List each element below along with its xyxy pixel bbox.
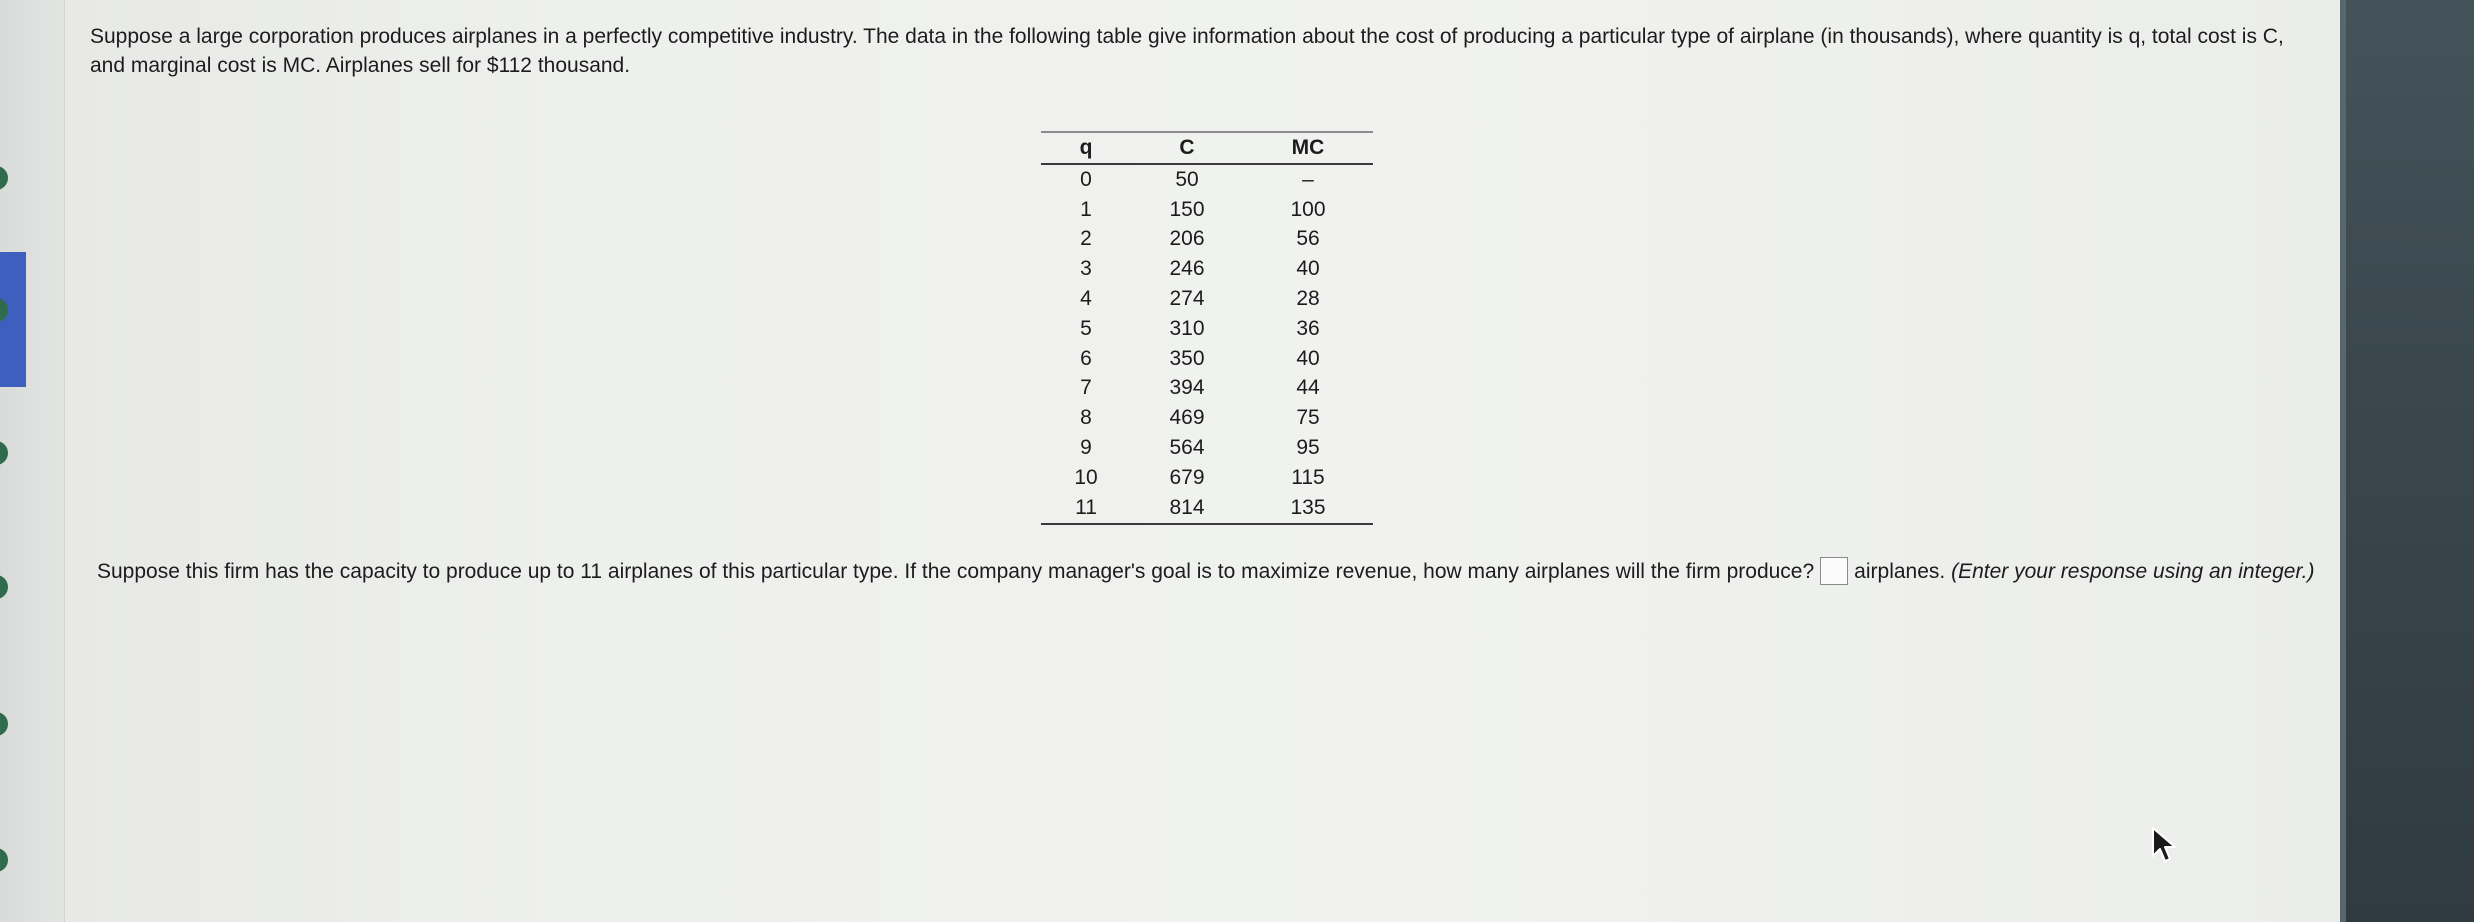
question-text: Suppose this firm has the capacity to produce up to 11 airplanes of this particular type. If the company manager's goal is to maximize revenue, how many airplanes will the firm produce? xyxy=(97,560,1815,583)
cell-mc: 56 xyxy=(1296,227,1320,251)
mouse-pointer-icon xyxy=(2150,826,2180,866)
cell-mc: 40 xyxy=(1296,346,1320,370)
cell-c: 150 xyxy=(1169,197,1205,221)
table-row xyxy=(1041,344,1373,374)
cell-c: 564 xyxy=(1169,436,1205,460)
cell-q: 5 xyxy=(1080,316,1092,340)
cell-mc: 95 xyxy=(1296,436,1320,460)
cell-c: 814 xyxy=(1169,495,1205,519)
cell-q: 11 xyxy=(1075,495,1097,519)
table-row xyxy=(1041,314,1373,344)
header-mc: MC xyxy=(1291,136,1325,159)
nav-marker[interactable] xyxy=(0,712,8,736)
left-sidebar-rail xyxy=(0,0,65,922)
cell-q: 8 xyxy=(1080,406,1092,430)
cell-q: 3 xyxy=(1080,257,1092,281)
header-q: q xyxy=(1079,136,1093,159)
cell-c: 350 xyxy=(1169,346,1205,370)
nav-marker[interactable] xyxy=(0,575,8,599)
header-c: C xyxy=(1179,136,1195,159)
cell-c: 206 xyxy=(1169,227,1205,251)
cell-mc: 115 xyxy=(1291,465,1325,489)
nav-marker[interactable] xyxy=(0,848,8,872)
table-row xyxy=(1041,195,1373,225)
cell-c: 679 xyxy=(1169,465,1205,489)
cell-q: 1 xyxy=(1080,197,1092,221)
nav-marker[interactable] xyxy=(0,166,8,190)
cell-mc: 44 xyxy=(1296,376,1320,400)
answer-unit: airplanes. xyxy=(1854,560,1946,583)
table-row xyxy=(1041,403,1373,433)
table-row xyxy=(1041,164,1373,195)
cost-table xyxy=(1041,131,1373,525)
right-side-panel xyxy=(2340,0,2474,922)
active-section-tab[interactable] xyxy=(0,252,26,387)
cell-c: 246 xyxy=(1169,257,1205,281)
nav-marker[interactable] xyxy=(0,441,8,465)
table-row xyxy=(1041,284,1373,314)
problem-statement: Suppose a large corporation produces airplanes in a perfectly competitive industry. The data in the following table give information about the cost of producing a particular type of airplane (in thousands), where quantity is q, total cost is C, and marginal cost is MC. Airplanes sell for $112 thousand. xyxy=(90,25,2284,77)
cell-c: 50 xyxy=(1175,167,1199,191)
cell-q: 10 xyxy=(1074,465,1098,489)
cell-q: 6 xyxy=(1080,346,1092,370)
cell-q: 7 xyxy=(1080,376,1092,400)
cell-mc: 100 xyxy=(1290,197,1326,221)
cell-c: 310 xyxy=(1169,316,1205,340)
cell-q: 9 xyxy=(1080,436,1092,460)
table-row xyxy=(1041,374,1373,404)
panel-divider xyxy=(2340,0,2346,922)
table-row xyxy=(1041,463,1373,493)
table-header-row xyxy=(1041,132,1373,164)
cell-mc: – xyxy=(1302,167,1314,191)
answer-input-box[interactable] xyxy=(1820,557,1848,585)
question-prompt xyxy=(97,551,2337,593)
cell-q: 4 xyxy=(1080,287,1092,311)
cell-c: 394 xyxy=(1169,376,1205,400)
cell-c: 469 xyxy=(1169,406,1205,430)
table-row xyxy=(1041,433,1373,463)
cell-mc: 135 xyxy=(1290,495,1326,519)
cell-mc: 36 xyxy=(1296,316,1320,340)
table-row xyxy=(1041,225,1373,255)
cell-q: 0 xyxy=(1080,167,1092,191)
cell-c: 274 xyxy=(1169,287,1205,311)
table-row xyxy=(1041,254,1373,284)
cell-mc: 75 xyxy=(1296,406,1320,430)
cell-mc: 40 xyxy=(1296,257,1320,281)
entry-instruction: (Enter your response using an integer.) xyxy=(1951,560,2315,583)
cell-mc: 28 xyxy=(1296,287,1320,311)
cell-q: 2 xyxy=(1080,227,1092,251)
table-row xyxy=(1041,493,1373,524)
